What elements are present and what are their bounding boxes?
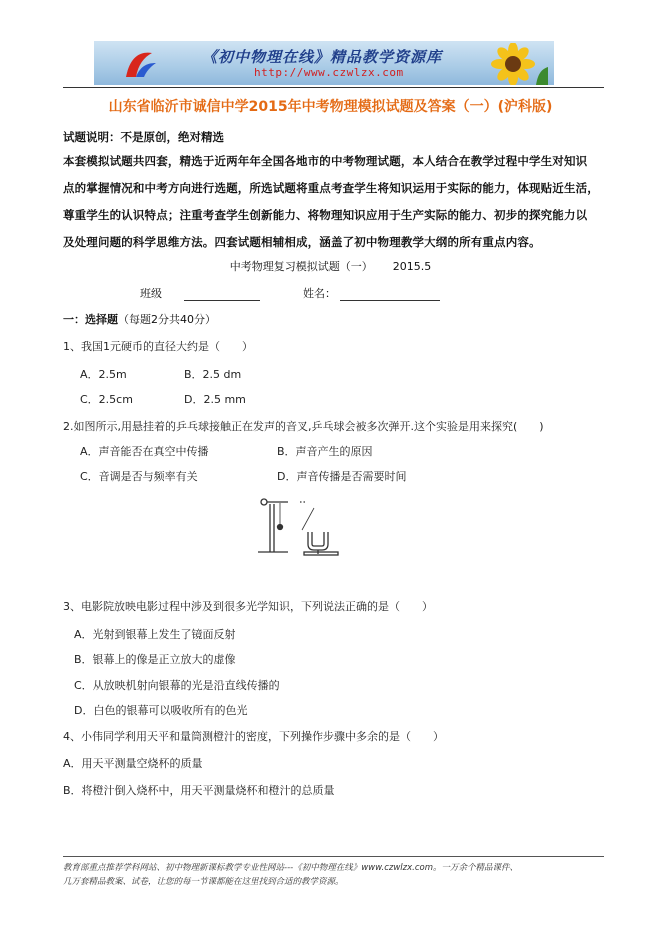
question-1: 1、我国1元硬币的直径大约是（ ）	[63, 340, 253, 353]
note-heading: 试题说明：不是原创，绝对精选	[63, 130, 224, 144]
note-line: 及处理问题的科学思维方法。四套试题相辅相成，涵盖了初中物理教学大纲的所有重点内容。	[63, 235, 541, 249]
name-blank	[340, 288, 440, 301]
sunflower-icon	[478, 43, 548, 85]
footer-line: 教育部重点推荐学科网站、初中物理新课标教学专业性网站---《初中物理在线》www.czwlzx.com。一万余个精品课件、	[63, 863, 519, 873]
footer-rule	[63, 856, 604, 857]
header-rule	[63, 87, 604, 88]
page-footer	[63, 861, 623, 889]
note-line: 尊重学生的认识特点；注重考查学生创新能力、将物理知识应用于生产实际的能力、初步的探究能力以	[63, 208, 588, 222]
section-heading	[63, 311, 216, 327]
class-label: 班级	[140, 287, 162, 300]
question-2: 2.如图所示,用悬挂着的乒乓球接触正在发声的音叉,乒乓球会被多次弹开.这个实验是用来探究( )	[63, 420, 544, 433]
exam-date: 2015.5	[392, 260, 432, 273]
page-title: 山东省临沂市诚信中学2015年中考物理模拟试题及答案（一）(沪科版)	[108, 99, 553, 115]
exam-subtitle-text: 中考物理复习模拟试题（一）	[229, 260, 373, 273]
q4-option-b: B．将橙汁倒入烧杯中，用天平测量烧杯和橙汁的总质量	[63, 784, 335, 797]
footer-line: 几万套精品教案、试卷，让您的每一节课都能在这里找到合适的教学资源。	[63, 877, 344, 887]
q1-option-d: D．2.5 mm	[184, 393, 246, 406]
section-note: （每题2分共40分）	[118, 313, 216, 326]
question-3: 3、电影院放映电影过程中涉及到很多光学知识，下列说法正确的是（ ）	[63, 600, 433, 613]
q1-option-a: A．2.5m	[80, 368, 127, 381]
name-label: 姓名：	[303, 287, 336, 300]
site-logo-icon	[122, 47, 158, 81]
class-field	[140, 285, 260, 301]
q3-option-c: C．从放映机射向银幕的光是沿直线传播的	[74, 679, 280, 692]
q2-option-a: A．声音能否在真空中传播	[80, 445, 209, 458]
q3-option-d: D．白色的银幕可以吸收所有的色光	[74, 704, 248, 717]
name-field	[303, 285, 440, 301]
note-line: 本套模拟试题共四套，精选于近两年年全国各地市的中考物理试题，本人结合在教学过程中学生对知识	[63, 154, 588, 168]
q3-option-a: A．光射到银幕上发生了镜面反射	[74, 628, 236, 641]
banner-brand: 《初中物理在线》精品教学资源库	[202, 48, 443, 66]
class-blank	[184, 288, 260, 301]
q1-option-c: C．2.5cm	[80, 393, 133, 406]
q3-option-b: B．银幕上的像是正立放大的虚像	[74, 653, 236, 666]
banner-url[interactable]: http://www.czwlzx.com	[254, 66, 404, 79]
q2-option-b: B．声音产生的原因	[277, 445, 373, 458]
exam-subtitle	[0, 258, 661, 274]
question-4: 4、小伟同学利用天平和量筒测橙汁的密度，下列操作步骤中多余的是（ ）	[63, 730, 444, 743]
section-title: 一：选择题	[63, 313, 118, 326]
q4-option-a: A．用天平测量空烧杯的质量	[63, 757, 203, 770]
header-banner	[94, 41, 554, 85]
note-body	[63, 148, 603, 256]
note-line: 点的掌握情况和中考方向进行选题，所选试题将重点考查学生将知识运用于实际的能力，体现贴近生活，	[63, 181, 599, 195]
q1-option-b: B．2.5 dm	[184, 368, 242, 381]
q2-option-d: D．声音传播是否需要时间	[277, 470, 407, 483]
tuning-fork-diagram	[252, 494, 344, 556]
q2-option-c: C．音调是否与频率有关	[80, 470, 198, 483]
